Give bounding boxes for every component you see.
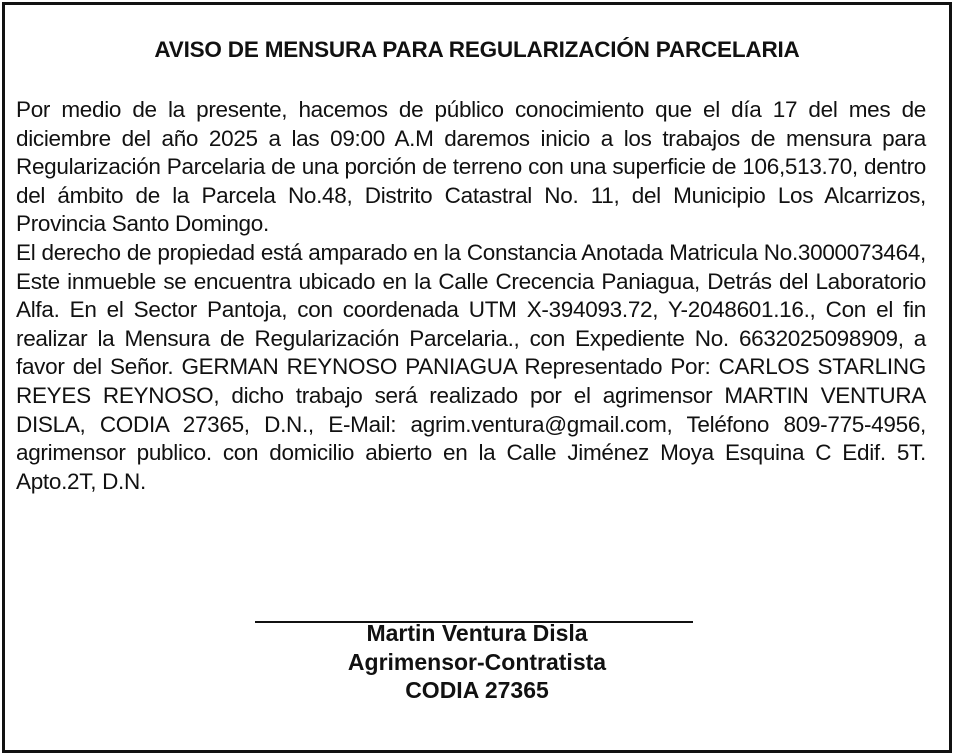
paragraph-property-details: El derecho de propiedad está amparado en la Constancia Anotada Matricula No.3000073464, Este inmueble se encuentra ubicado en la Calle Crecencia Paniagua, Detrás del Laboratorio Alfa. En el Sector Pantoja, con coordenada UTM X-394093.72, Y-2048601.16., Con el fin realizar la Mensura de Regularización Parcelaria., con Expediente No. 6632025098909, a favor del Señor. GERMAN REYNOSO PANIAGUA Representado Por: CARLOS STARLING REYES REYNOSO, dicho trabajo será realizado por el agrimensor MARTIN VENTURA DISLA, CODIA 27365, D.N., E-Mail: agrim.ventura@gmail.com, Teléfono 809-775-4956, agrimensor publico. con domicilio abierto en la Calle Jiménez Moya Esquina C Edif. 5T. Apto.2T, D.N. bbox=[16, 239, 926, 494]
notice-body bbox=[16, 96, 926, 496]
signer-name: Martin Ventura Disla bbox=[366, 620, 588, 646]
notice-title: AVISO DE MENSURA PARA REGULARIZACIÓN PARCELARIA bbox=[154, 37, 800, 62]
signer-role: Agrimensor-Contratista bbox=[347, 648, 607, 675]
paragraph-schedule: Por medio de la presente, hacemos de público conocimiento que el día 17 del mes de diciembre del año 2025 a las 09:00 A.M daremos inicio a los trabajos de mensura para Regularización Parcelaria de una porción de terreno con una superficie de 106,513.70, dentro del ámbito de la Parcela No.48, Distrito Catastral No. 11, del Municipio Los Alcarrizos, Provincia Santo Domingo. bbox=[16, 97, 926, 237]
signature-block bbox=[0, 619, 954, 705]
signer-codia: CODIA 27365 bbox=[405, 677, 549, 703]
